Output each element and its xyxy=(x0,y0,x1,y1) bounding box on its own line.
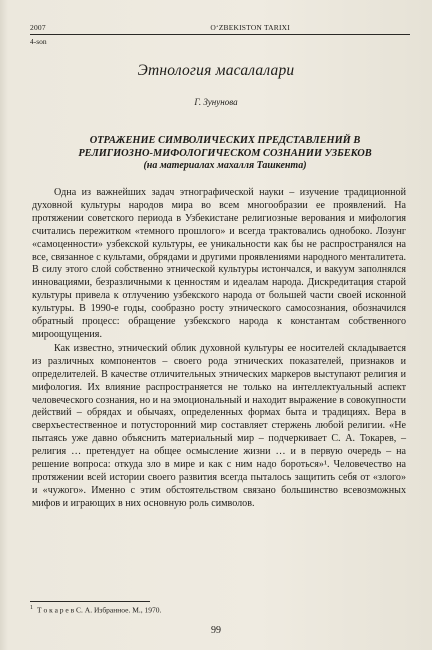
running-header xyxy=(30,23,410,32)
footnote-author: Т о к а р е в С. А. xyxy=(37,605,93,615)
header-issue: 4-son xyxy=(30,37,47,46)
header-year: 2007 xyxy=(30,23,46,32)
footnote xyxy=(30,605,161,615)
article-title xyxy=(58,135,392,173)
footnote-mark: 1 xyxy=(30,605,33,611)
section-title: Этнология масалалари xyxy=(137,62,295,79)
footnote-text: Избранное. М., 1970. xyxy=(93,605,162,615)
article-body xyxy=(32,187,406,511)
footnote-rule xyxy=(30,601,150,602)
title-line: РЕЛИГИОЗНО-МИФОЛОГИЧЕСКОМ СОЗНАНИИ УЗБЕКОВ xyxy=(78,147,372,159)
page-number: 99 xyxy=(211,625,221,636)
author-name: Г. Зунунова xyxy=(194,97,238,107)
title-line: ОТРАЖЕНИЕ СИМВОЛИЧЕСКИХ ПРЕДСТАВЛЕНИЙ В xyxy=(89,135,361,146)
paragraph: Как известно, этнический облик духовной культуры ее носителей складывается из различных компонентов – своего рода этнических показателей, признаков и определителей. В качестве отличительных этнических маркеров выступают религия и мифология. Их влияние распространяется не только на интеллектуальный аспект человеческого сознания, но и на эмоциональный и находит выражение в совокупности действий – обрядах и обычаях, определенных формах быта и традициях. Вера в сверхъестественное и потусторонний мир составляет стержень любой религии. «Не пытаясь уже давно объяснить материальный мир – подчеркивает С. А. Токарев, – религия … претендует на общее осмысление жизни … и в первую очередь – на решение вопроса: откуда зло в мире и как с ним надо бороться»¹. Человечество на протяжении всей истории своего развития всегда пыталось защитить себя от «злого» и «чужого». Именно с этим обстоятельством связано большинство всевозможных мифов и играющих в них основную роль символов. xyxy=(32,342,406,509)
paragraph: Одна из важнейших задач этнографической науки – изучение традиционной духовной культуры народов мира во всем многообразии ее проявлений. На протяжении советского периода в Узбекистане религиозные верования и мифология считались пережитком «темного прошлого» и всегда трактовались однобоко. Лозунг «самоценности» узбекской культуры, ее уникальности как бы не распространялся на все, связанное с культами, обрядами и другими проявлениями народного менталитета. В силу этого слой собственно этнической культуры истончался, и вакуум заполнялся инновациями, безразличными к ценностям и идеалам народа. Дискредитация старой культуры привела к отлучению узбекского народа от большей части своей исконной культуры. В 1990-е годы, сообразно росту этнического самосознания, обозначился обратный процесс: обращение узбекского народа к константам собственного мироощущения. xyxy=(32,187,406,340)
title-subtitle: (на материалах махалля Ташкента) xyxy=(143,160,307,172)
header-rule xyxy=(30,34,410,35)
header-journal: O‘ZBEKISTON TARIXI xyxy=(210,23,290,32)
